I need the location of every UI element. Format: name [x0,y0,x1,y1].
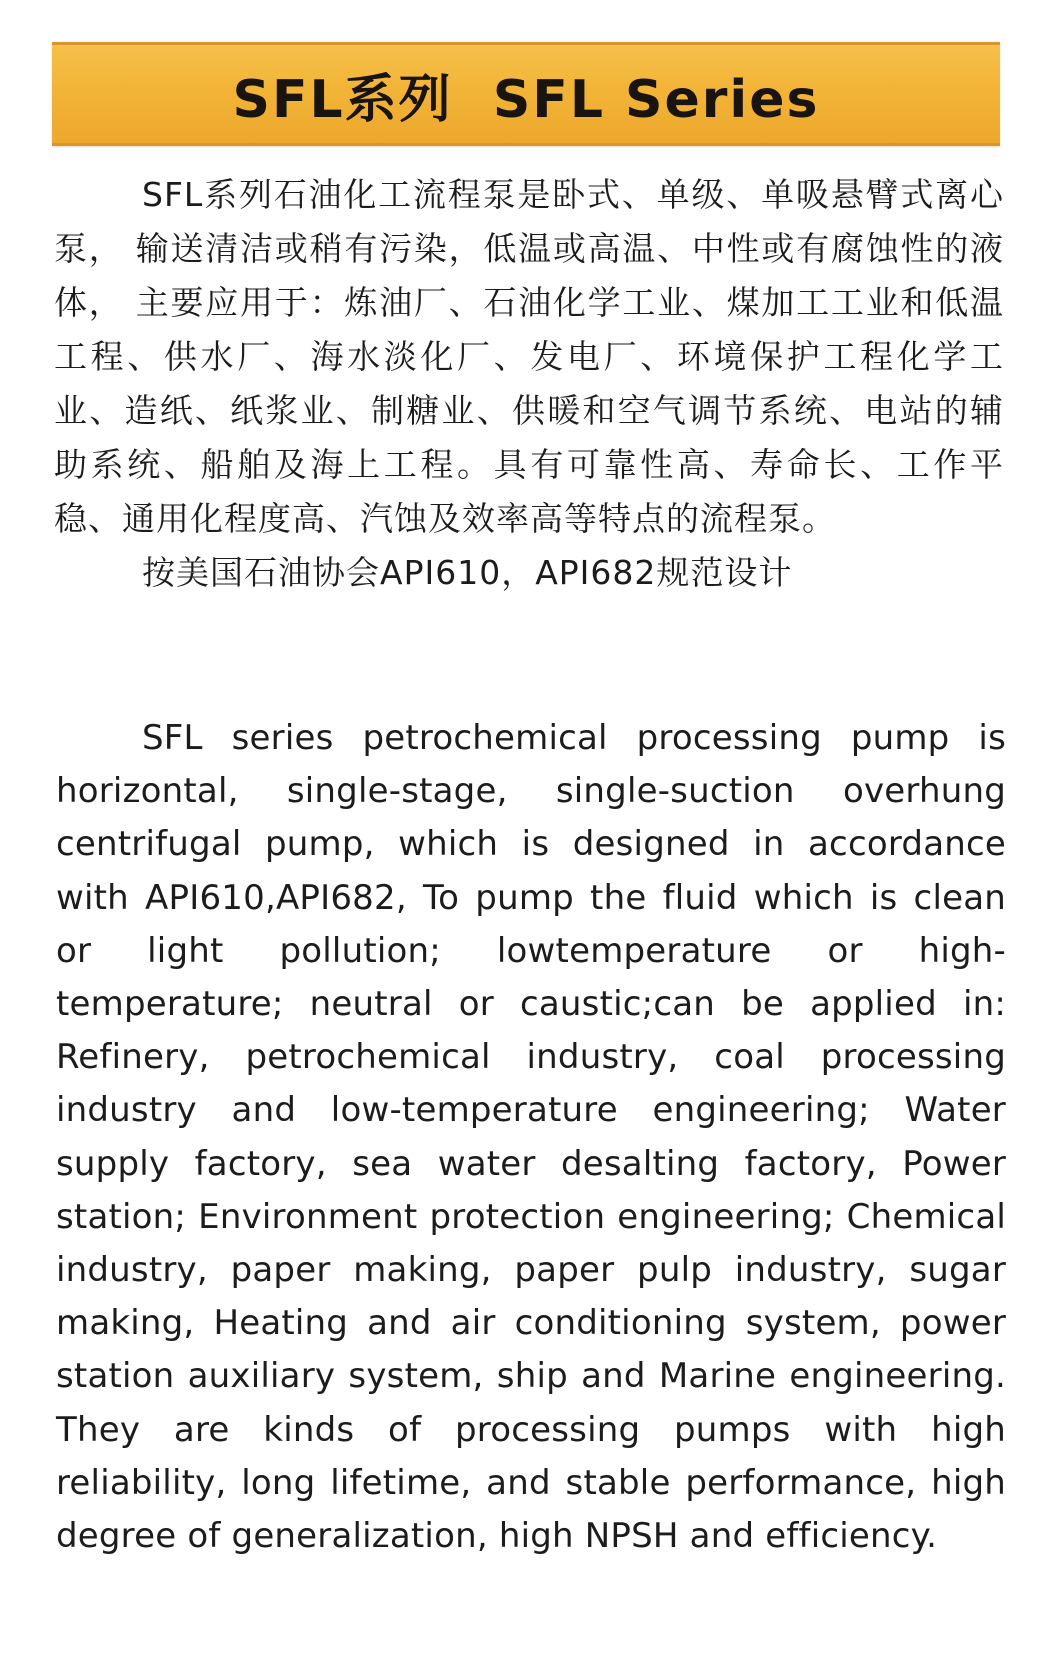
page-title: SFL系列 SFL Series [232,69,820,130]
title-banner [52,42,1000,146]
standard-note: 按美国石油协会API610，API682规范设计 [142,553,793,592]
chinese-description [54,168,1004,600]
chinese-paragraph: SFL系列石油化工流程泵是卧式、单级、单吸悬臂式离心泵， 输送清洁或稍有污染，低温或高温、中性或有腐蚀性的液体， 主要应用于：炼油厂、石油化学工业、煤加工工业和低温工程、供水厂、海水淡化厂、发电厂、环境保护工程化学工业、造纸、纸浆业、制糖业、供暖和空气调节系统、电站的辅助系统、船舶及海上工程。具有可靠性高、寿命长、工作平稳、通用化程度高、汽蚀及效率高等特点的流程泵。 [54,175,1004,538]
english-description: SFL series petrochemical processing pump is horizontal, single-stage, single-suction overhung centrifugal pump, which is designed in accordance with API610,API682, To pump the fluid which is clean or light pollution; lowtemperature or high-temperature; neutral or caustic;can be applied in: Refinery, petrochemical industry, coal processing industry and low-temperature engineering; Water supply factory, sea water desalting factory, Power station; Environment protection engineering; Chemical industry, paper making, paper pulp industry, sugar making, Heating and air conditioning system, power station auxiliary system, ship and Marine engineering. They are kinds of processing pumps with high reliability, long lifetime, and stable performance, high degree of generalization, high NPSH and efficiency. [56,718,1006,1557]
